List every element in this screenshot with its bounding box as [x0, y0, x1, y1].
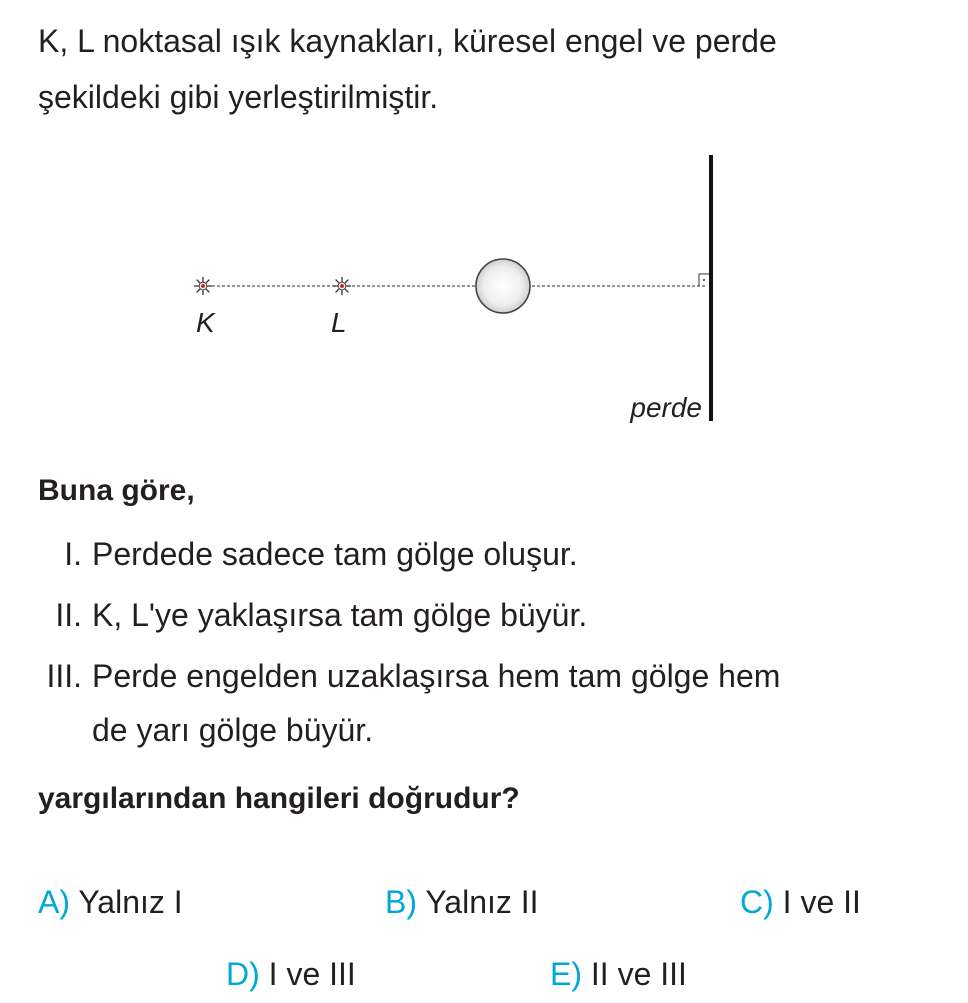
option-e-text: II ve III — [590, 956, 687, 992]
statement-1-text: Perdede sadece tam gölge oluşur. — [92, 536, 578, 572]
label-l: L — [331, 307, 347, 338]
statement-3-num: III. — [46, 658, 82, 694]
option-d-text: I ve III — [268, 956, 356, 992]
option-e-letter: E) — [550, 956, 582, 992]
option-a-letter: A) — [38, 884, 70, 920]
statement-1-num: I. — [64, 536, 82, 572]
statement-2-num: II. — [55, 597, 82, 633]
question-end: yargılarından hangileri doğrudur? — [38, 782, 520, 815]
option-b-letter: B) — [385, 884, 417, 920]
option-d[interactable] — [226, 956, 356, 993]
label-k: K — [196, 307, 215, 338]
option-b-text: Yalnız II — [425, 884, 539, 920]
label-screen: perde — [630, 392, 702, 423]
option-c-text: I ve II — [782, 884, 861, 920]
option-e[interactable] — [550, 956, 687, 993]
option-c[interactable] — [740, 884, 861, 921]
option-d-letter: D) — [226, 956, 260, 992]
statement-2-text: K, L'ye yaklaşırsa tam gölge büyür. — [92, 597, 588, 633]
statement-3-text-cont: de yarı gölge büyür. — [92, 712, 374, 748]
question-line-2: şekildeki gibi yerleştirilmiştir. — [38, 79, 439, 115]
sphere-obstacle — [476, 259, 530, 313]
option-c-letter: C) — [740, 884, 774, 920]
source-k-icon — [194, 277, 212, 295]
statement-3-text: Perde engelden uzaklaşırsa hem tam gölge hem — [92, 658, 781, 694]
prompt-text: Buna göre, — [38, 474, 195, 507]
option-a-text: Yalnız I — [78, 884, 183, 920]
option-b[interactable] — [385, 884, 539, 921]
light-source-diagram — [0, 0, 968, 460]
question-line-1: K, L noktasal ışık kaynakları, küresel engel ve perde — [38, 23, 777, 59]
option-a[interactable] — [38, 884, 183, 921]
source-l-icon — [333, 277, 351, 295]
